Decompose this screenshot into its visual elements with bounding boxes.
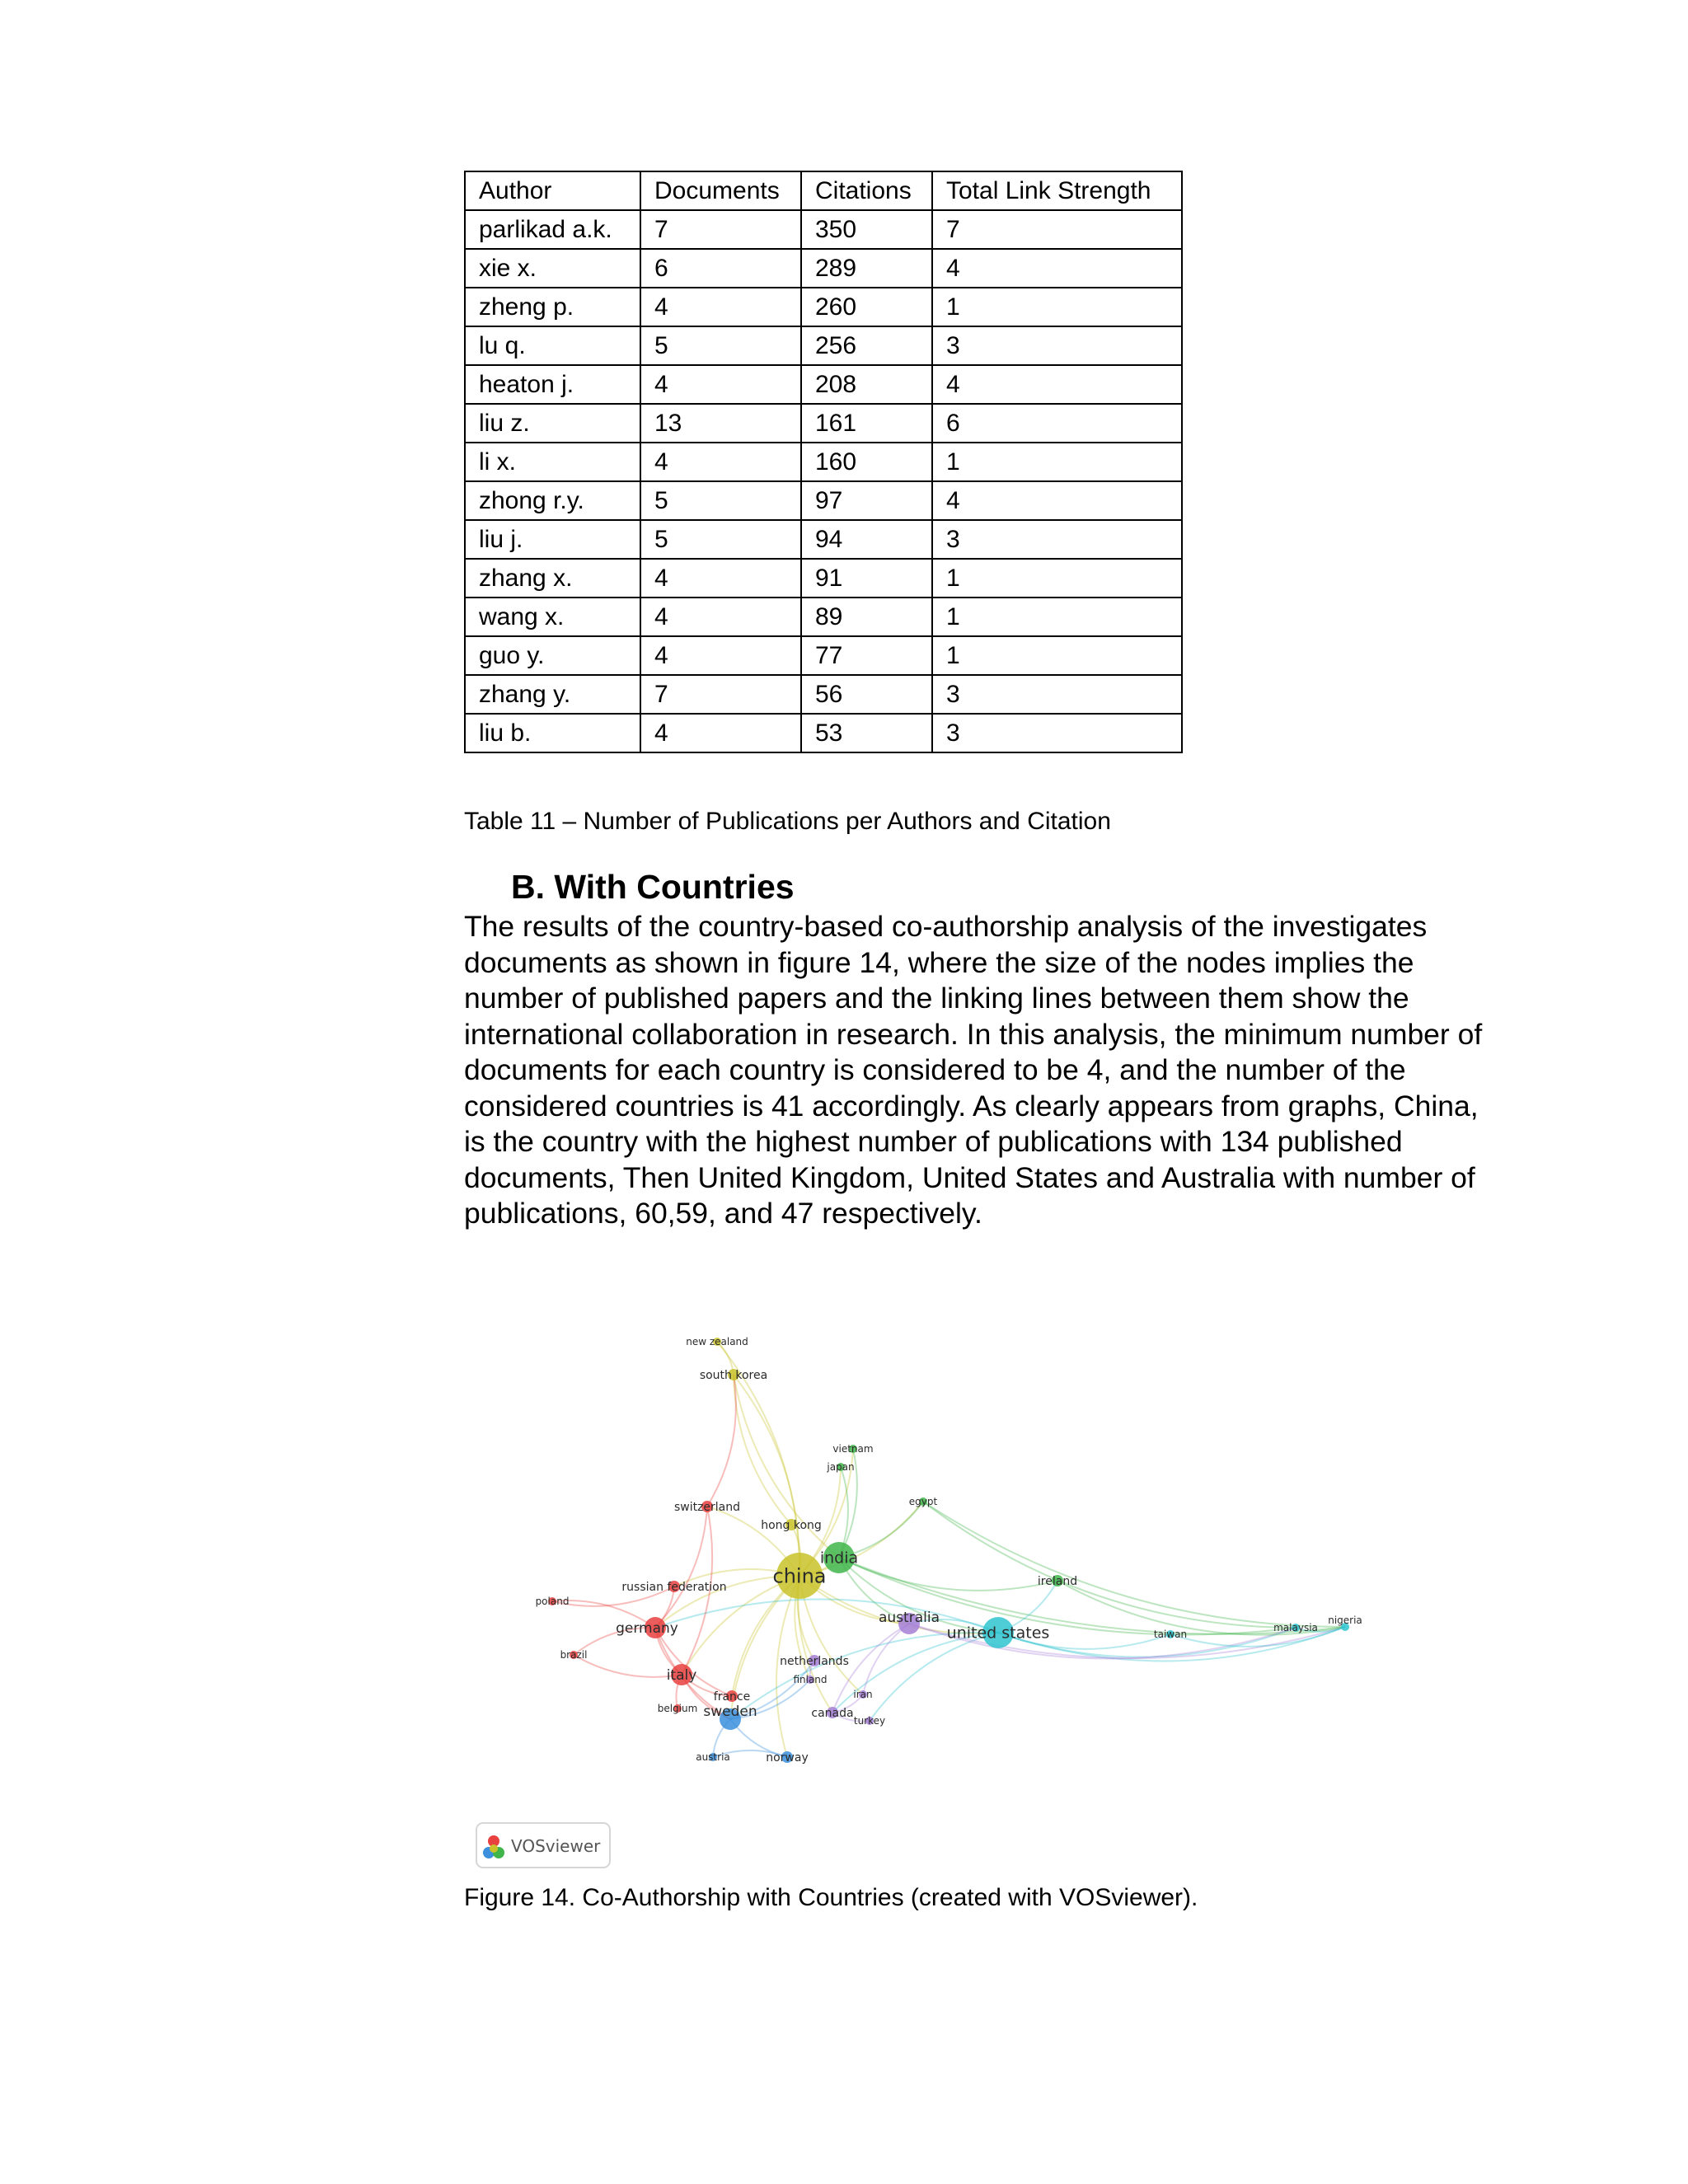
cell-citations: 289 — [801, 249, 932, 288]
cell-documents: 13 — [640, 404, 801, 443]
cell-citations: 160 — [801, 443, 932, 481]
cell-citations: 91 — [801, 559, 932, 598]
cell-total-link-strength: 1 — [932, 598, 1182, 636]
country-label: japan — [827, 1461, 855, 1474]
cell-total-link-strength: 3 — [932, 520, 1182, 559]
table-header-row — [465, 171, 1182, 210]
table-row — [465, 404, 1182, 443]
collaboration-link — [734, 1375, 799, 1576]
cell-total-link-strength: 3 — [932, 326, 1182, 365]
cell-documents: 5 — [640, 326, 801, 365]
collaboration-link — [655, 1628, 732, 1696]
country-label: nigeria — [1328, 1615, 1362, 1627]
cell-author: guo y. — [465, 636, 640, 675]
column-header-documents: Documents — [640, 171, 801, 210]
cell-documents: 4 — [640, 636, 801, 675]
country-label: italy — [666, 1666, 697, 1684]
country-label: vietnam — [832, 1443, 874, 1455]
network-figure — [462, 1319, 1434, 1896]
cell-total-link-strength: 4 — [932, 481, 1182, 520]
country-label: france — [713, 1690, 751, 1704]
table-body — [465, 210, 1182, 752]
country-label: turkey — [853, 1715, 886, 1727]
country-label: sweden — [703, 1703, 757, 1720]
collaboration-link — [923, 1502, 1345, 1627]
country-label: australia — [879, 1609, 940, 1626]
collaboration-link — [574, 1655, 682, 1677]
cell-citations: 350 — [801, 210, 932, 249]
country-label: austria — [696, 1751, 730, 1764]
cell-total-link-strength: 1 — [932, 636, 1182, 675]
table-row — [465, 675, 1182, 714]
country-label: switzerland — [673, 1500, 741, 1514]
cell-total-link-strength: 4 — [932, 365, 1182, 404]
cell-author: lu q. — [465, 326, 640, 365]
cell-author: liu b. — [465, 714, 640, 752]
cell-documents: 5 — [640, 520, 801, 559]
cell-total-link-strength: 6 — [932, 404, 1182, 443]
network-nodes — [536, 1336, 1362, 1765]
collaboration-link — [730, 1633, 998, 1719]
country-label: malaysia — [1273, 1622, 1318, 1634]
table-caption: Table 11 – Number of Publications per Authors and Citation — [464, 808, 1111, 835]
cell-documents: 4 — [640, 365, 801, 404]
cell-citations: 77 — [801, 636, 932, 675]
section-heading: B. With Countries — [511, 868, 795, 906]
cell-author: zheng p. — [465, 288, 640, 326]
cell-documents: 4 — [640, 559, 801, 598]
table-row — [465, 249, 1182, 288]
cell-citations: 256 — [801, 326, 932, 365]
country-label: iran — [853, 1689, 873, 1701]
cell-documents: 4 — [640, 288, 801, 326]
cell-total-link-strength: 3 — [932, 714, 1182, 752]
cell-documents: 6 — [640, 249, 801, 288]
country-label: russian federation — [621, 1580, 727, 1594]
cell-documents: 4 — [640, 443, 801, 481]
country-label: south korea — [699, 1368, 768, 1382]
table-row — [465, 326, 1182, 365]
cell-documents: 5 — [640, 481, 801, 520]
country-label: belgium — [657, 1703, 698, 1715]
cell-citations: 208 — [801, 365, 932, 404]
collaboration-link — [870, 1633, 998, 1721]
cell-author: heaton j. — [465, 365, 640, 404]
column-header-citations: Citations — [801, 171, 932, 210]
cell-author: zhang x. — [465, 559, 640, 598]
table-row — [465, 443, 1182, 481]
country-label: norway — [766, 1750, 809, 1765]
cell-author: liu z. — [465, 404, 640, 443]
cell-author: liu j. — [465, 520, 640, 559]
country-label: egypt — [908, 1496, 938, 1508]
cell-author: wang x. — [465, 598, 640, 636]
cell-total-link-strength: 1 — [932, 559, 1182, 598]
cell-total-link-strength: 1 — [932, 443, 1182, 481]
collaboration-link — [707, 1375, 736, 1507]
badge-label: VOSviewer — [511, 1836, 601, 1856]
cell-total-link-strength: 4 — [932, 249, 1182, 288]
table-row — [465, 481, 1182, 520]
body-paragraph: The results of the country-based co-authorship analysis of the investigates documents as shown in figure 14, where the size of the nodes implies the number of published papers and the linking lines between them show the international collaboration in research. In this analysis, the minimum number of documents for each country is considered to be 4, and the number of the considered countries is 41 accordingly. As clearly appears from graphs, China, is the country with the highest number of publications with 134 published documents, Then United Kingdom, United States and Australia with number of publications, 60,59, and 47 respectively. — [464, 910, 1483, 1230]
table-row — [465, 210, 1182, 249]
cell-citations: 56 — [801, 675, 932, 714]
table-row — [465, 714, 1182, 752]
cell-author: li x. — [465, 443, 640, 481]
country-label: india — [819, 1549, 859, 1568]
cell-author: zhang y. — [465, 675, 640, 714]
cell-documents: 7 — [640, 210, 801, 249]
cell-total-link-strength: 3 — [932, 675, 1182, 714]
country-label: poland — [535, 1596, 570, 1608]
country-label: taiwan — [1153, 1629, 1188, 1641]
figure-caption: Figure 14. Co-Authorship with Countries (created with VOSviewer). — [464, 1884, 1198, 1911]
country-label: canada — [811, 1706, 854, 1720]
table-row — [465, 520, 1182, 559]
network-edges — [552, 1342, 1345, 1757]
table-row — [465, 365, 1182, 404]
country-label: finland — [793, 1674, 828, 1686]
cell-documents: 4 — [640, 714, 801, 752]
cell-citations: 89 — [801, 598, 932, 636]
table-row — [465, 636, 1182, 675]
cell-citations: 97 — [801, 481, 932, 520]
country-label: new zealand — [686, 1336, 748, 1348]
country-label: netherlands — [780, 1654, 849, 1668]
country-label: germany — [616, 1619, 678, 1637]
country-label: ireland — [1037, 1574, 1078, 1588]
table-row — [465, 288, 1182, 326]
cell-citations: 260 — [801, 288, 932, 326]
table-row — [465, 598, 1182, 636]
column-header-author: Author — [465, 171, 640, 210]
country-label: united states — [946, 1624, 1050, 1643]
cell-author: xie x. — [465, 249, 640, 288]
cell-author: zhong r.y. — [465, 481, 640, 520]
collaboration-link — [734, 1375, 791, 1525]
cell-total-link-strength: 7 — [932, 210, 1182, 249]
cell-citations: 161 — [801, 404, 932, 443]
cell-citations: 53 — [801, 714, 932, 752]
country-label: hong kong — [761, 1518, 822, 1532]
country-label: brazil — [560, 1649, 588, 1661]
cell-author: parlikad a.k. — [465, 210, 640, 249]
cell-documents: 4 — [640, 598, 801, 636]
cell-documents: 7 — [640, 675, 801, 714]
vosviewer-badge — [476, 1823, 610, 1868]
country-label: china — [772, 1564, 827, 1588]
author-table — [464, 171, 1183, 753]
cell-total-link-strength: 1 — [932, 288, 1182, 326]
cell-citations: 94 — [801, 520, 932, 559]
column-header-total-link-strength: Total Link Strength — [932, 171, 1182, 210]
table-row — [465, 559, 1182, 598]
